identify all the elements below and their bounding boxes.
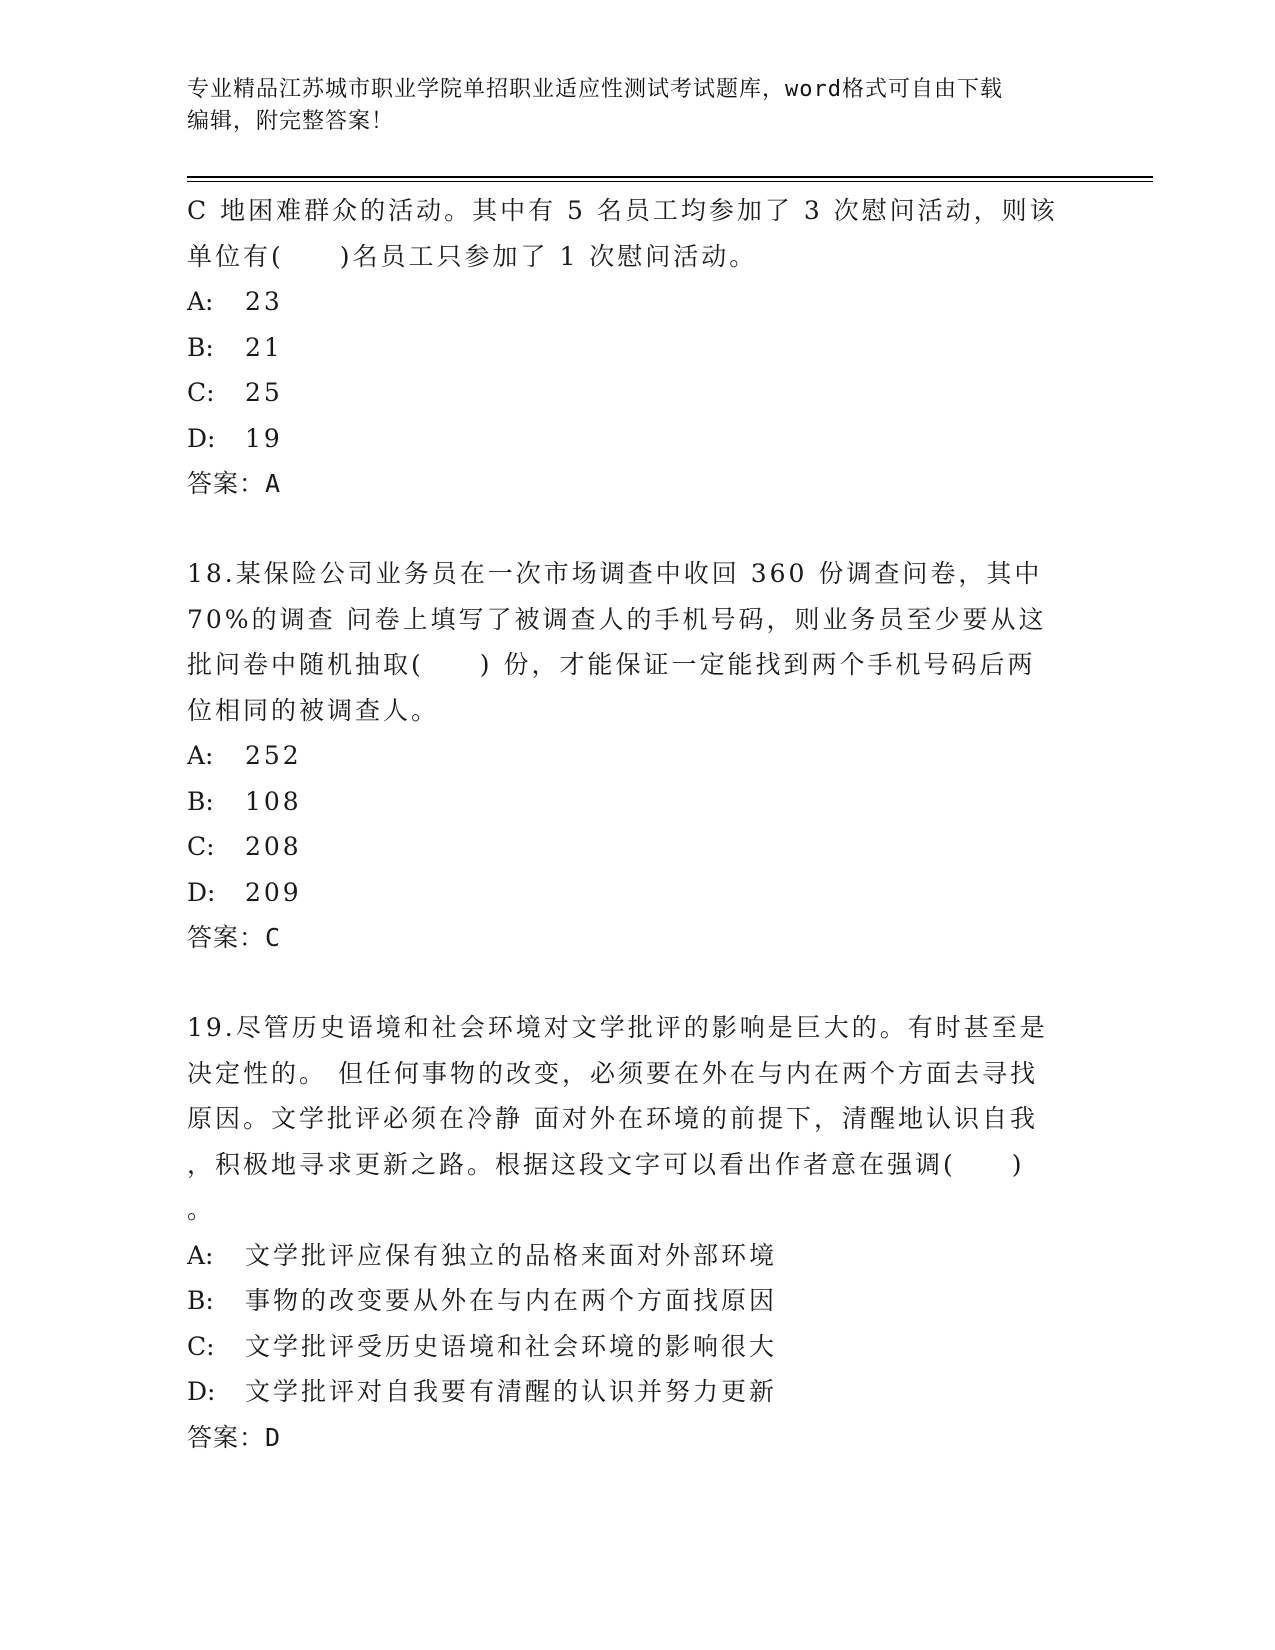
- option-text: 文学批评应保有独立的品格来面对外部环境: [245, 1240, 778, 1270]
- option-text: 108: [245, 786, 302, 816]
- header-line-1: 专业精品江苏城市职业学院单招职业适应性测试考试题库，word格式可自由下载: [187, 77, 1003, 102]
- option-text: 事物的改变要从外在与内在两个方面找原因: [245, 1286, 778, 1315]
- option-letter: B:: [187, 1286, 214, 1315]
- question-text-line: 。: [187, 1195, 216, 1224]
- option-letter: D:: [187, 423, 216, 453]
- option-b: [187, 1278, 1067, 1324]
- page-header: [187, 74, 1067, 138]
- option-text: 25: [245, 378, 283, 407]
- question-text-line: 单位有( )名员工只参加了 1 次慰问活动。: [187, 241, 758, 271]
- option-text: 19: [245, 423, 283, 453]
- question-text-line: 批问卷中随机抽取( ) 份，才能保证一定能找到两个手机号码后两: [187, 650, 1036, 679]
- option-c: [187, 1324, 1067, 1370]
- question-text-line: 原因。文学批评必须在冷静 面对外在环境的前提下，清醒地认识自我: [187, 1104, 1038, 1133]
- option-letter: C:: [187, 832, 215, 861]
- option-letter: C:: [187, 378, 215, 407]
- option-c: [187, 824, 1067, 870]
- question-text-line: 位相同的被调查人。: [187, 695, 440, 725]
- option-letter: A:: [187, 741, 214, 770]
- option-letter: A:: [187, 287, 214, 316]
- question-text-line: 18.某保险公司业务员在一次市场调查中收回 360 份调查问卷，其中: [187, 559, 1043, 588]
- option-text: 23: [245, 287, 283, 316]
- option-letter: C:: [187, 1331, 215, 1361]
- option-text: 252: [245, 741, 302, 770]
- header-rule-thick: [187, 176, 1153, 178]
- option-d: [187, 870, 1067, 916]
- option-letter: D:: [187, 877, 216, 907]
- question-text-line: C 地困难群众的活动。其中有 5 名员工均参加了 3 次慰问活动，则该: [187, 196, 1058, 225]
- answer-line: [187, 1415, 1067, 1460]
- option-a: [187, 733, 1067, 779]
- option-text: 209: [245, 877, 302, 907]
- answer-value: C: [265, 923, 282, 952]
- option-letter: D:: [187, 1377, 216, 1406]
- answer-line: [187, 461, 1067, 506]
- option-b: [187, 325, 1067, 371]
- option-text: 21: [245, 332, 283, 362]
- option-letter: B:: [187, 786, 214, 816]
- question-text-line: 19.尽管历史语境和社会环境对文学批评的影响是巨大的。有时甚至是: [187, 1013, 1048, 1042]
- question-text-line: ，积极地寻求更新之路。根据这段文字可以看出作者意在强调( ): [187, 1149, 1025, 1179]
- question-17-continuation: [187, 188, 1067, 506]
- question-content: [187, 188, 1067, 1460]
- answer-label: 答案：: [187, 469, 266, 498]
- answer-value: D: [265, 1422, 282, 1452]
- answer-line: [187, 915, 1067, 960]
- answer-value: A: [265, 469, 282, 498]
- option-text: 文学批评受历史语境和社会环境的影响很大: [245, 1331, 778, 1361]
- header-rule-thin: [187, 181, 1153, 182]
- answer-label: 答案：: [187, 1422, 266, 1452]
- option-text: 文学批评对自我要有清醒的认识并努力更新: [245, 1377, 778, 1406]
- option-d: [187, 416, 1067, 462]
- option-a: [187, 1233, 1067, 1279]
- question-18: [187, 551, 1067, 960]
- question-text-line: 决定性的。 但任何事物的改变，必须要在外在与内在两个方面去寻找: [187, 1058, 1038, 1088]
- question-text-line: 70%的调查 问卷上填写了被调查人的手机号码，则业务员至少要从这: [187, 604, 1047, 634]
- option-d: [187, 1369, 1067, 1415]
- option-c: [187, 370, 1067, 416]
- option-a: [187, 279, 1067, 325]
- question-19: [187, 1005, 1067, 1460]
- answer-label: 答案：: [187, 923, 266, 952]
- header-line-2: 编辑，附完整答案！: [187, 109, 395, 134]
- option-text: 208: [245, 832, 302, 861]
- option-letter: B:: [187, 332, 214, 362]
- option-letter: A:: [187, 1240, 214, 1270]
- option-b: [187, 779, 1067, 825]
